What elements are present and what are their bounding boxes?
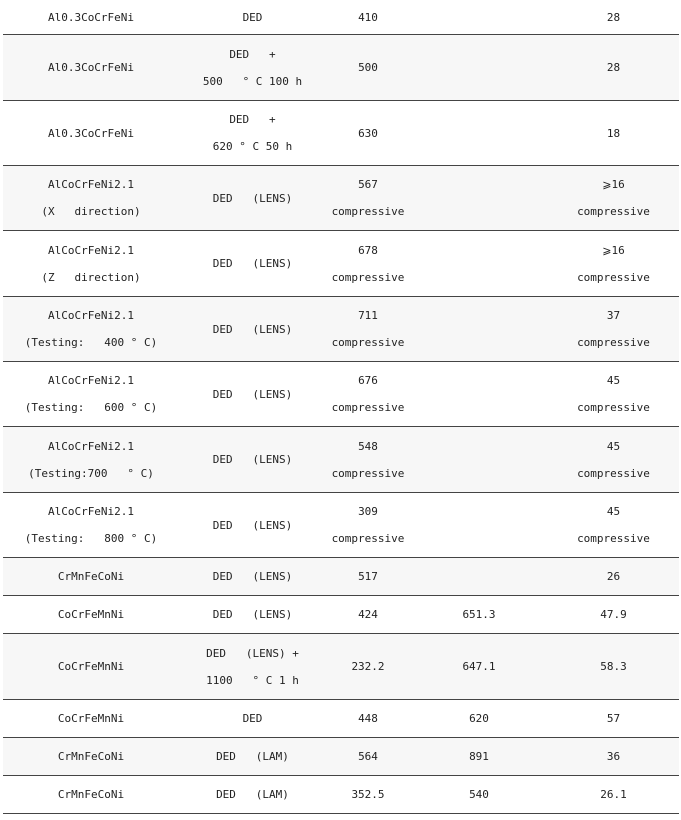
table-cell-c3 (326, 776, 410, 813)
table-cell-c1 (3, 101, 179, 165)
table-cell-c5 (548, 596, 679, 633)
cell-line: 28 (606, 61, 621, 74)
cell-line: DED (LENS) (212, 257, 293, 270)
cell-line: 517 (358, 570, 378, 583)
table-cell-c1 (3, 231, 179, 296)
cell-line: (Testing: 400 ° C) (24, 336, 158, 349)
table-cell-c3 (326, 35, 410, 100)
table-cell-c1 (3, 634, 179, 699)
table-cell-c2 (179, 738, 326, 775)
table-cell-c5 (548, 362, 679, 426)
table-cell-c5 (548, 558, 679, 595)
cell-line: DED (LAM) (216, 750, 289, 763)
table-cell-c1 (3, 558, 179, 595)
cell-line: 26.1 (600, 788, 627, 801)
cell-line: DED (LENS) (212, 453, 293, 466)
cell-line: 891 (469, 750, 489, 763)
cell-line: CoCrFeMnNi (57, 660, 125, 673)
table-cell-c2 (179, 297, 326, 361)
table-row (3, 738, 679, 776)
cell-line: 18 (606, 126, 621, 140)
table-cell-c2 (179, 362, 326, 426)
table-cell-c3 (326, 558, 410, 595)
table-row (3, 558, 679, 596)
cell-line: 26 (606, 570, 621, 583)
table-cell-c2 (179, 596, 326, 633)
cell-line: compressive (577, 532, 650, 545)
table-row (3, 231, 679, 297)
cell-line: CoCrFeMnNi (57, 608, 125, 621)
cell-line: AlCoCrFeNi2.1 (47, 374, 135, 387)
table-cell-c1 (3, 35, 179, 100)
cell-line: 651.3 (462, 608, 496, 621)
cell-line: 232.2 (351, 660, 385, 673)
table-row (3, 634, 679, 700)
cell-line: DED (LENS) (212, 322, 293, 336)
table-cell-c5 (548, 776, 679, 813)
cell-line: 47.9 (600, 608, 627, 621)
table-cell-c3 (326, 297, 410, 361)
cell-line: 620 ° C 50 h (212, 140, 293, 153)
table-cell-c2 (179, 558, 326, 595)
cell-line: AlCoCrFeNi2.1 (47, 178, 135, 191)
cell-line: AlCoCrFeNi2.1 (47, 309, 135, 322)
table-cell-c4 (410, 231, 548, 296)
table-row (3, 776, 679, 814)
table-cell-c4 (410, 166, 548, 230)
table-cell-c2 (179, 493, 326, 557)
cell-line: CrMnFeCoNi (57, 570, 125, 583)
table-cell-c1 (3, 700, 179, 737)
cell-line: 57 (606, 712, 621, 725)
cell-line: 36 (606, 750, 621, 763)
cell-line: compressive (331, 401, 405, 414)
cell-line: (X direction) (41, 205, 141, 218)
table-cell-c3 (326, 101, 410, 165)
cell-line: 352.5 (351, 788, 385, 801)
cell-line: 540 (469, 788, 489, 801)
table-cell-c2 (179, 427, 326, 492)
cell-line: compressive (577, 336, 650, 349)
cell-line: compressive (331, 270, 405, 284)
table-cell-c2 (179, 776, 326, 813)
cell-line: DED (LENS) + (206, 646, 299, 660)
cell-line: compressive (577, 466, 650, 480)
cell-line: 37 (606, 309, 621, 322)
table-cell-c4 (410, 596, 548, 633)
table-row (3, 297, 679, 362)
table-cell-c1 (3, 166, 179, 230)
cell-line: compressive (331, 336, 405, 349)
cell-line: DED (242, 712, 263, 725)
cell-line: (Testing:700 ° C) (28, 466, 154, 480)
cell-line: DED (LENS) (212, 570, 293, 583)
cell-line: compressive (331, 466, 405, 480)
table-row (3, 493, 679, 558)
table-cell-c1 (3, 427, 179, 492)
table-cell-c2 (179, 0, 326, 34)
cell-line: 58.3 (600, 660, 627, 673)
cell-line: AlCoCrFeNi2.1 (47, 439, 135, 453)
table-cell-c1 (3, 297, 179, 361)
cell-line: (Testing: 800 ° C) (24, 532, 158, 545)
table-row (3, 427, 679, 493)
table-cell-c4 (410, 427, 548, 492)
table-cell-c3 (326, 596, 410, 633)
table-cell-c4 (410, 35, 548, 100)
table-cell-c5 (548, 101, 679, 165)
cell-line: compressive (577, 205, 650, 218)
table-row (3, 362, 679, 427)
table-cell-c5 (548, 738, 679, 775)
cell-line: 711 (358, 309, 378, 322)
table-cell-c3 (326, 427, 410, 492)
table-cell-c5 (548, 427, 679, 492)
table-cell-c3 (326, 0, 410, 34)
cell-line: 678 (358, 243, 378, 257)
cell-line: compressive (577, 270, 650, 284)
table-cell-c5 (548, 231, 679, 296)
table-row (3, 700, 679, 738)
cell-line: (Testing: 600 ° C) (24, 401, 158, 414)
table-cell-c1 (3, 493, 179, 557)
cell-line: 564 (358, 750, 378, 763)
cell-line: 45 (606, 505, 621, 518)
cell-line: CoCrFeMnNi (57, 712, 125, 725)
cell-line: (Z direction) (41, 270, 141, 284)
cell-line: 309 (358, 505, 378, 518)
cell-line: DED (242, 10, 263, 24)
table-row (3, 101, 679, 166)
cell-line: 45 (606, 439, 621, 453)
cell-line: ⩾16 (602, 178, 625, 191)
cell-line: Al0.3CoCrFeNi (47, 61, 135, 74)
table-cell-c4 (410, 738, 548, 775)
table-cell-c4 (410, 0, 548, 34)
table-cell-c4 (410, 776, 548, 813)
table-cell-c2 (179, 166, 326, 230)
table-row (3, 596, 679, 634)
table-cell-c5 (548, 700, 679, 737)
table-cell-c4 (410, 362, 548, 426)
table-cell-c4 (410, 558, 548, 595)
table-cell-c4 (410, 101, 548, 165)
table-cell-c2 (179, 101, 326, 165)
cell-line: 630 (358, 126, 378, 140)
cell-line: DED (LENS) (212, 387, 293, 401)
table-cell-c5 (548, 297, 679, 361)
cell-line: compressive (331, 205, 405, 218)
cell-line: 500 ° C 100 h (202, 74, 303, 88)
cell-line: CrMnFeCoNi (57, 750, 125, 763)
table-row (3, 35, 679, 101)
cell-line: AlCoCrFeNi2.1 (47, 243, 135, 257)
table-cell-c5 (548, 634, 679, 699)
table-row (3, 0, 679, 35)
table-cell-c3 (326, 700, 410, 737)
table-cell-c3 (326, 362, 410, 426)
cell-line: DED (LENS) (212, 518, 293, 532)
cell-line: DED (LENS) (212, 191, 293, 205)
cell-line: 500 (358, 61, 378, 74)
table-cell-c4 (410, 634, 548, 699)
cell-line: 1100 ° C 1 h (206, 673, 299, 687)
cell-line: AlCoCrFeNi2.1 (47, 505, 135, 518)
table-cell-c2 (179, 231, 326, 296)
table-cell-c1 (3, 776, 179, 813)
table-cell-c1 (3, 0, 179, 34)
table-cell-c4 (410, 700, 548, 737)
cell-line: Al0.3CoCrFeNi (47, 10, 135, 24)
table-cell-c3 (326, 166, 410, 230)
table-row (3, 166, 679, 231)
cell-line: 410 (358, 10, 378, 24)
table-cell-c2 (179, 634, 326, 699)
table-cell-c4 (410, 297, 548, 361)
cell-line: DED (LAM) (216, 788, 289, 801)
table-cell-c3 (326, 231, 410, 296)
cell-line: ⩾16 (602, 243, 625, 257)
table-cell-c2 (179, 35, 326, 100)
cell-line: 28 (606, 10, 621, 24)
cell-line: DED + (229, 113, 276, 126)
cell-line: DED (LENS) (212, 608, 293, 621)
cell-line: 676 (358, 374, 378, 387)
table-cell-c3 (326, 493, 410, 557)
table-cell-c3 (326, 634, 410, 699)
table-cell-c3 (326, 738, 410, 775)
table-cell-c4 (410, 493, 548, 557)
cell-line: 567 (358, 178, 378, 191)
table-cell-c1 (3, 362, 179, 426)
cell-line: 620 (469, 712, 489, 725)
cell-line: Al0.3CoCrFeNi (47, 126, 135, 140)
table-cell-c5 (548, 0, 679, 34)
table-cell-c2 (179, 700, 326, 737)
cell-line: 45 (606, 374, 621, 387)
cell-line: compressive (577, 401, 650, 414)
table-cell-c1 (3, 596, 179, 633)
cell-line: 424 (358, 608, 378, 621)
cell-line: compressive (331, 532, 405, 545)
cell-line: 647.1 (462, 660, 496, 673)
table-cell-c1 (3, 738, 179, 775)
table-cell-c5 (548, 493, 679, 557)
cell-line: DED + (229, 47, 276, 61)
cell-line: CrMnFeCoNi (57, 788, 125, 801)
table-cell-c5 (548, 35, 679, 100)
cell-line: 448 (358, 712, 378, 725)
cell-line: 548 (358, 439, 378, 453)
table-cell-c5 (548, 166, 679, 230)
